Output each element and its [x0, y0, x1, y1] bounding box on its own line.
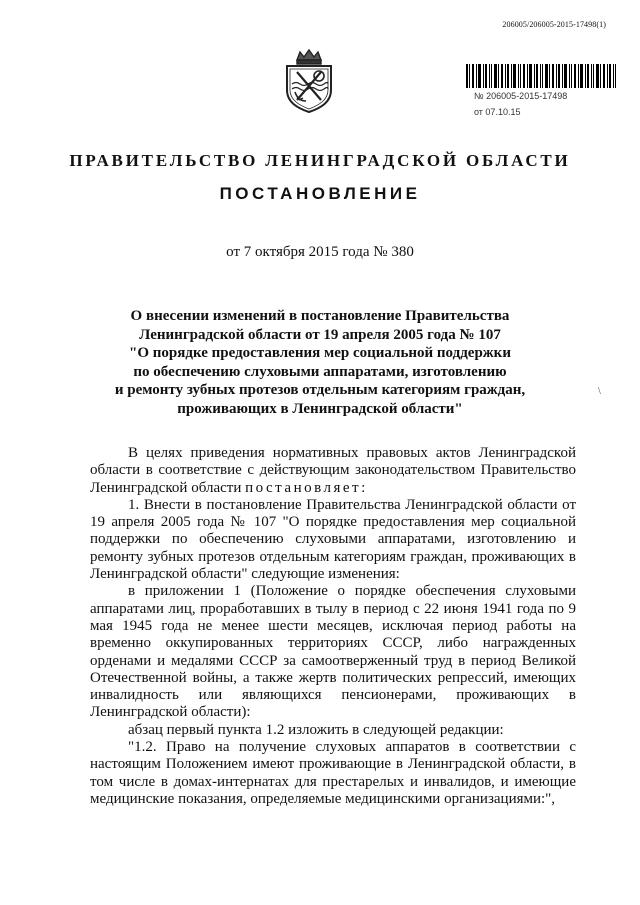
registration-date: от 07.10.15 [474, 107, 521, 117]
clause-1-2-paragraph: "1.2. Право на получение слуховых аппаратов в соответствии с настоящим Положением имеют проживающие в Ленинградской области, в том числе в домах-интернатах для престарелых и инвалидов, и имеющие медицинские показания, определяемые медицинскими организациями:", [90, 739, 576, 807]
decree-body [90, 445, 576, 808]
subject-line: по обеспечению слуховыми аппаратами, изготовлению [133, 363, 507, 380]
barcode [466, 64, 616, 88]
subject-line: "О порядке предоставления мер социальной поддержки [129, 345, 511, 361]
subject-line: и ремонту зубных протезов отдельным категориям граждан, [114, 382, 526, 398]
government-title: ПРАВИТЕЛЬСТВО ЛЕНИНГРАДСКОЙ ОБЛАСТИ [69, 151, 571, 170]
decree-subject [70, 307, 570, 418]
appendix-paragraph: в приложении 1 (Положение о порядке обеспечения слуховыми аппаратами лиц, проработавших в тылу в период с 22 июня 1941 года по 9 мая 1945 года не менее шести месяцев, исключая период работы на временно оккупированных территориях СССР, либо награжденных орденами и медалями СССР за самоотверженный труд в период Великой Отечественной войны, а также жертв политических репрессий, имеющих инвалидность или являющихся пенсионерами, проживающих в Ленинградской области): [90, 583, 576, 721]
amendment-paragraph: абзац первый пункта 1.2 изложить в следующей редакции: [128, 721, 504, 738]
preamble-paragraph [90, 445, 576, 497]
registration-number: № 206005-2015-17498 [474, 91, 568, 101]
subject-line: О внесении изменений в постановление Правительства [130, 308, 510, 324]
margin-mark: \ [598, 386, 601, 397]
subject-line: Ленинградской области от 19 апреля 2005 года № 107 [139, 326, 501, 343]
preamble-text: В целях приведения нормативных правовых актов Ленинградской области в соответствие с действующим законодательством Правительство Ленинградской области [90, 445, 576, 496]
document-type-title: ПОСТАНОВЛЕНИЕ [219, 184, 421, 203]
clause-1-paragraph: 1. Внести в постановление Правительства Ленинградской области от 19 апреля 2005 года № 107 "О порядке предоставления мер социальной поддержки по обеспечению слуховыми аппаратами, изготовлению и ремонту зубных протезов отдельным категориям граждан, проживающих в Ленинградской области" следующие изменения: [90, 496, 576, 583]
decree-date-number: от 7 октября 2015 года № 380 [226, 244, 414, 260]
subject-line: проживающих в Ленинградской области" [177, 400, 463, 417]
document-reference-number: 206005/206005-2015-17498(1) [502, 20, 606, 29]
coat-of-arms-emblem [283, 48, 335, 114]
resolves-word: постановляет: [245, 479, 368, 496]
